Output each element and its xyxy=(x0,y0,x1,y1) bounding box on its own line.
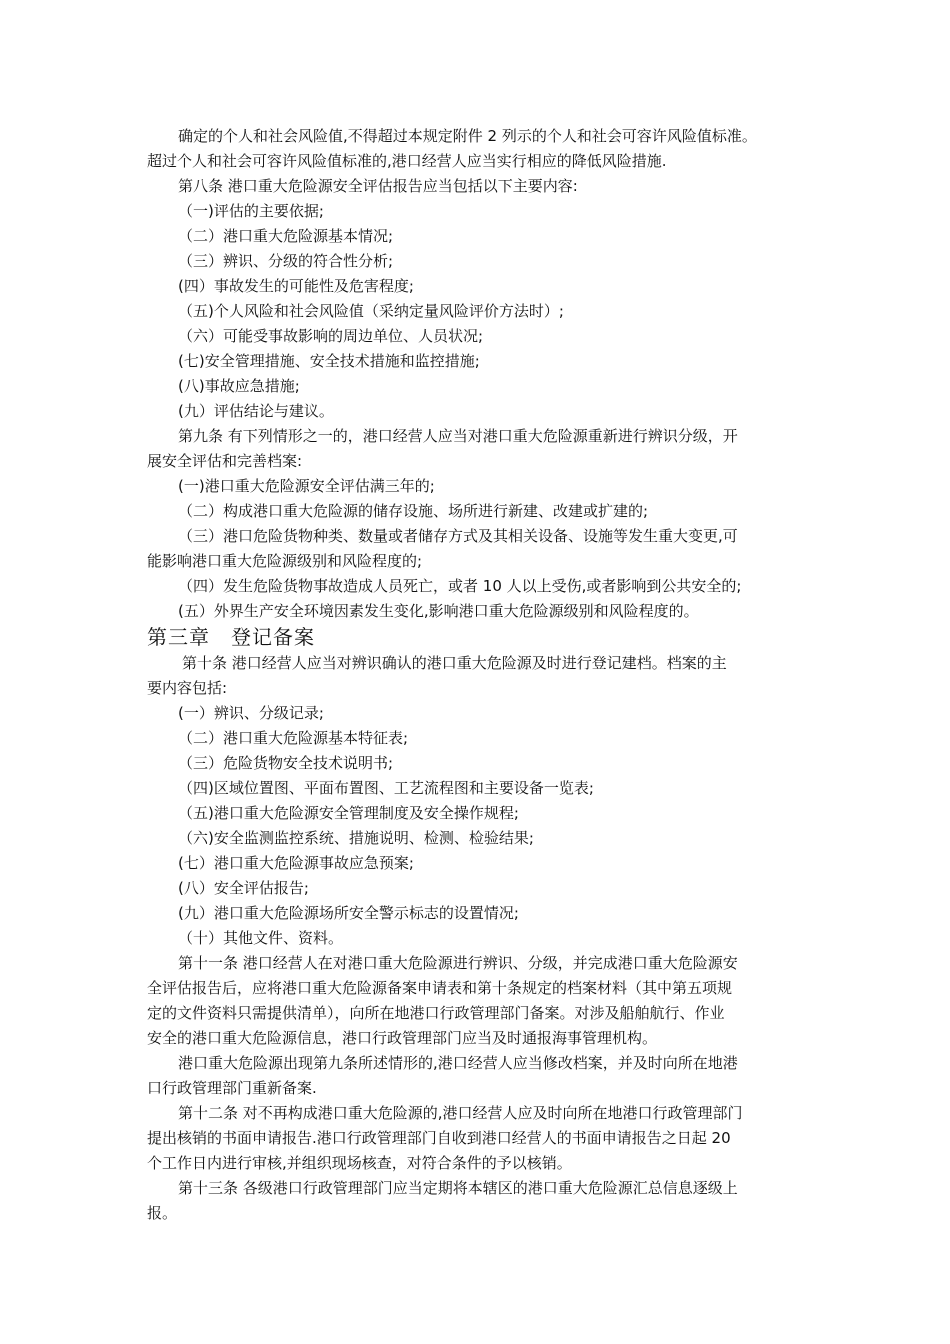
text-line: 口行政管理部门重新备案. xyxy=(147,1079,317,1097)
text-line: 第十一条 港口经营人在对港口重大危险源进行辨识、分级，并完成港口重大危险源安 xyxy=(178,954,738,972)
text-line: (七)安全管理措施、安全技术措施和监控措施; xyxy=(178,352,480,370)
text-line: 个工作日内进行审核,并组织现场核查，对符合条件的予以核销。 xyxy=(147,1154,572,1172)
text-line: 能影响港口重大危险源级别和风险程度的; xyxy=(147,552,423,570)
text-line: （五)港口重大危险源安全管理制度及安全操作规程; xyxy=(178,804,519,822)
text-line: 定的文件资料只需提供清单），向所在地港口行政管理部门备案。对涉及船舶航行、作业 xyxy=(147,1004,725,1022)
text-line: （五)个人风险和社会风险值（采纳定量风险评价方法时）; xyxy=(178,302,564,320)
text-line: （三）危险货物安全技术说明书; xyxy=(178,754,394,772)
chapter-heading: 第三章 登记备案 xyxy=(147,625,315,649)
text-line: (七）港口重大危险源事故应急预案; xyxy=(178,854,414,872)
text-line: 提出核销的书面申请报告.港口行政管理部门自收到港口经营人的书面申请报告之日起 20 xyxy=(147,1129,731,1147)
text-line: 超过个人和社会可容许风险值标准的,港口经营人应当实行相应的降低风险措施. xyxy=(147,152,667,170)
text-line: (四）事故发生的可能性及危害程度; xyxy=(178,277,414,295)
text-line: 第十二条 对不再构成港口重大危险源的,港口经营人应及时向所在地港口行政管理部门 xyxy=(178,1104,743,1122)
text-line: （一)评估的主要依据; xyxy=(178,202,324,220)
text-line: （二）构成港口重大危险源的储存设施、场所进行新建、改建或扩建的; xyxy=(178,502,649,520)
text-line: (一）辨识、分级记录; xyxy=(178,704,324,722)
text-line: （四）发生危险货物事故造成人员死亡，或者 10 人以上受伤,或者影响到公共安全的; xyxy=(178,577,742,595)
text-line: （十）其他文件、资料。 xyxy=(178,929,344,947)
text-line: （三）辨识、分级的符合性分析; xyxy=(178,252,394,270)
text-line: (一)港口重大危险源安全评估满三年的; xyxy=(178,477,435,495)
text-line: (八)事故应急措施; xyxy=(178,377,300,395)
text-line: 要内容包括: xyxy=(147,679,228,697)
text-line: (九）评估结论与建议。 xyxy=(178,402,334,420)
text-line: 全评估报告后，应将港口重大危险源备案申请表和第十条规定的档案材料（其中第五项规 xyxy=(147,979,733,997)
text-line: （二）港口重大危险源基本情况; xyxy=(178,227,394,245)
text-line: （二）港口重大危险源基本特征表; xyxy=(178,729,409,747)
text-line: 第八条 港口重大危险源安全评估报告应当包括以下主要内容: xyxy=(178,177,578,195)
text-line: 港口重大危险源出现第九条所述情形的,港口经营人应当修改档案，并及时向所在地港 xyxy=(178,1054,738,1072)
text-line: （六）可能受事故影响的周边单位、人员状况; xyxy=(178,327,484,345)
text-line: (九）港口重大危险源场所安全警示标志的设置情况; xyxy=(178,904,519,922)
text-line: （六)安全监测监控系统、措施说明、检测、检验结果; xyxy=(178,829,534,847)
text-line: 第九条 有下列情形之一的，港口经营人应当对港口重大危险源重新进行辨识分级，开 xyxy=(178,427,738,445)
text-line: 报。 xyxy=(147,1204,178,1222)
text-line: （三）港口危险货物种类、数量或者储存方式及其相关设备、设施等发生重大变更,可 xyxy=(178,527,738,545)
text-line: 第十条 港口经营人应当对辨识确认的港口重大危险源及时进行登记建档。档案的主 xyxy=(182,654,727,672)
text-line: 第十三条 各级港口行政管理部门应当定期将本辖区的港口重大危险源汇总信息逐级上 xyxy=(178,1179,738,1197)
text-line: (八）安全评估报告; xyxy=(178,879,309,897)
text-line: 安全的港口重大危险源信息，港口行政管理部门应当及时通报海事管理机构。 xyxy=(147,1029,658,1047)
text-line: (五）外界生产安全环境因素发生变化,影响港口重大危险源级别和风险程度的。 xyxy=(178,602,699,620)
text-line: （四)区域位置图、平面布置图、工艺流程图和主要设备一览表; xyxy=(178,779,594,797)
text-line: 展安全评估和完善档案: xyxy=(147,452,303,470)
text-line: 确定的个人和社会风险值,不得超过本规定附件 2 列示的个人和社会可容许风险值标准。 xyxy=(178,127,757,145)
